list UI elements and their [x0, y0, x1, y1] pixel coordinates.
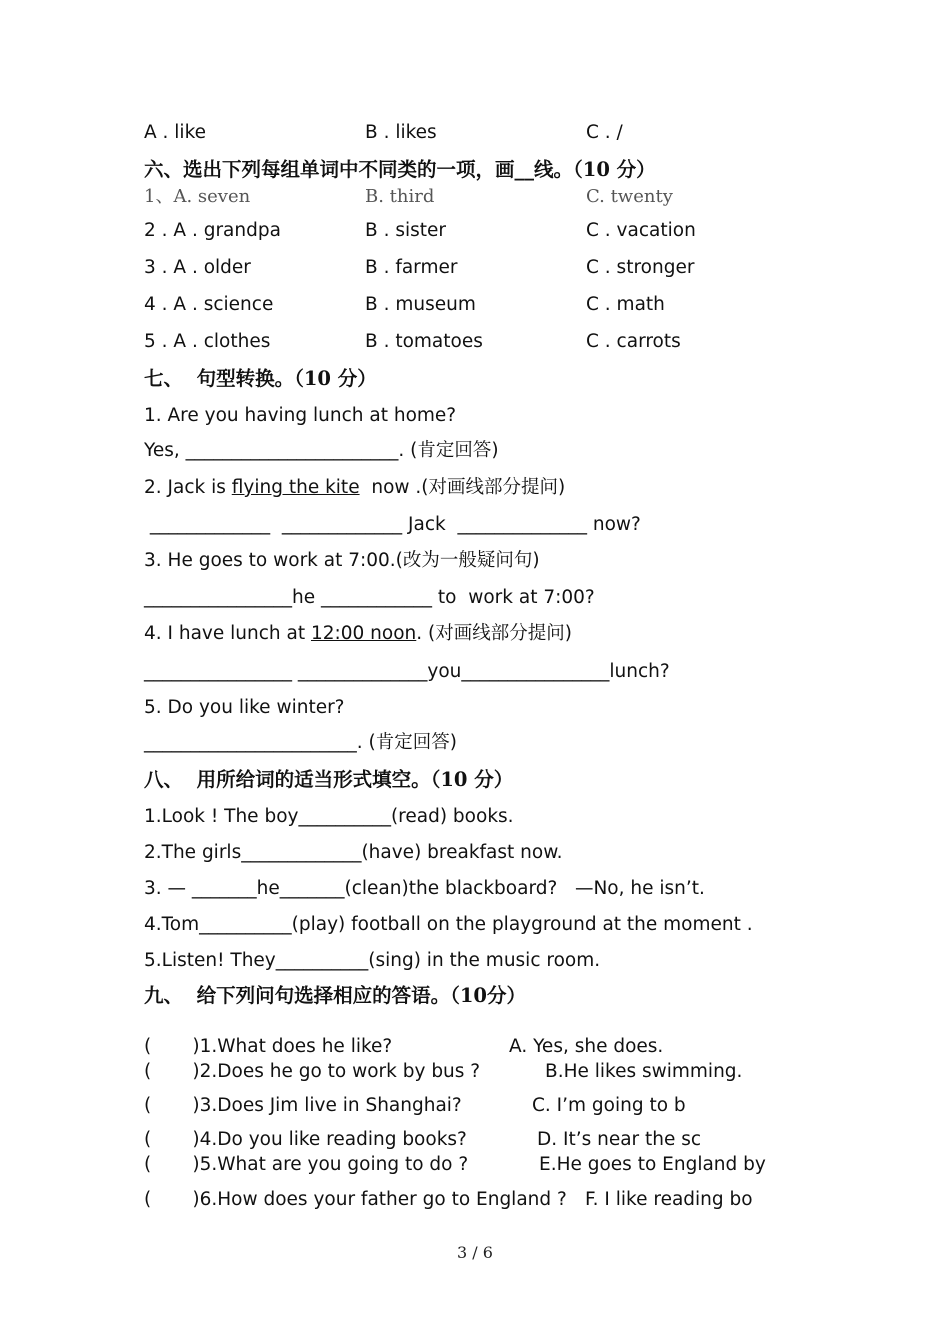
section6-title: 六、选出下列每组单词中不同类的一项，画__线。（10 分） — [144, 158, 656, 181]
s6-row4-c: C . math — [586, 294, 665, 315]
s7-q4-post: . (对画线部分提问) — [416, 623, 572, 644]
s6-row3-b: B . farmer — [365, 257, 458, 278]
s9-a3: C. I’m going to b — [532, 1095, 686, 1116]
s8-item-3: 3. — _______he_______(clean)the blackboard? —No, he isn’t. — [144, 878, 705, 899]
page-number: 3 / 6 — [457, 1243, 493, 1262]
s9-a5: E.He goes to England by — [539, 1154, 766, 1175]
s7-a1: Yes, _______________________. (肯定回答) — [144, 440, 499, 461]
s8-item-1: 1.Look ! The boy__________(read) books. — [144, 806, 514, 827]
option-c: C . / — [586, 122, 623, 143]
section9-title: 九、 给下列问句选择相应的答语。（10分） — [144, 984, 526, 1007]
section8-title: 八、 用所给词的适当形式填空。（10 分） — [144, 768, 514, 791]
s9-q5: ( )5.What are you going to do ? — [144, 1154, 469, 1175]
s7-q2 — [144, 476, 565, 500]
s7-q5: 5. Do you like winter? — [144, 697, 345, 718]
s6-row2-a: 2 . A . grandpa — [144, 220, 281, 241]
s7-q3: 3. He goes to work at 7:00.(改为一般疑问句) — [144, 550, 540, 571]
s7-q4-pre: 4. I have lunch at — [144, 623, 311, 644]
s7-q2-pre: 2. Jack is — [144, 477, 232, 498]
s9-q1: ( )1.What does he like? — [144, 1036, 393, 1057]
option-b: B . likes — [365, 122, 437, 143]
s7-a2: _____________ _____________ Jack ______________ now? — [144, 514, 641, 535]
s6-row5-b: B . tomatoes — [365, 331, 483, 352]
s6-row4-b: B . museum — [365, 294, 476, 315]
s6-row2-c: C . vacation — [586, 220, 696, 241]
s9-q4: ( )4.Do you like reading books? — [144, 1129, 467, 1150]
s9-q2: ( )2.Does he go to work by bus ? — [144, 1061, 481, 1082]
s7-a4: ________________ ______________you________________lunch? — [144, 661, 670, 682]
s7-q1: 1. Are you having lunch at home? — [144, 405, 457, 426]
s6-row4-a: 4 . A . science — [144, 294, 274, 315]
s7-q4 — [144, 622, 572, 646]
s9-q3: ( )3.Does Jim live in Shanghai? — [144, 1095, 462, 1116]
s7-q4-underlined: 12:00 noon — [310, 623, 417, 644]
s7-q2-underlined: flying the kite — [231, 477, 360, 498]
s9-a2: B.He likes swimming. — [545, 1061, 743, 1082]
s8-item-5: 5.Listen! They__________(sing) in the music room. — [144, 950, 601, 971]
s9-q6: ( )6.How does your father go to England ? — [144, 1189, 567, 1210]
s9-a4: D. It’s near the sc — [537, 1129, 702, 1150]
s8-item-2: 2.The girls_____________(have) breakfast now. — [144, 842, 563, 863]
s6-row5-c: C . carrots — [586, 331, 681, 352]
s9-a6: F. I like reading bo — [585, 1189, 753, 1210]
s6-row2-b: B . sister — [365, 220, 446, 241]
s6-row3-a: 3 . A . older — [144, 257, 251, 278]
s8-item-4: 4.Tom__________(play) football on the playground at the moment . — [144, 914, 753, 935]
s9-a1: A. Yes, she does. — [509, 1036, 664, 1057]
option-a: A . like — [144, 122, 207, 143]
s6-row1-c: C. twenty — [586, 186, 673, 207]
s7-q2-post: now .(对画线部分提问) — [359, 477, 566, 498]
section7-title: 七、 句型转换。（10 分） — [144, 367, 377, 390]
s7-a3: ________________he ____________ to work at 7:00? — [144, 587, 595, 608]
s6-row1-b: B. third — [365, 186, 435, 207]
s6-row1-a: 1、A. seven — [144, 186, 251, 207]
s7-a5: _______________________. (肯定回答) — [144, 732, 457, 753]
s6-row5-a: 5 . A . clothes — [144, 331, 271, 352]
s6-row3-c: C . stronger — [586, 257, 695, 278]
